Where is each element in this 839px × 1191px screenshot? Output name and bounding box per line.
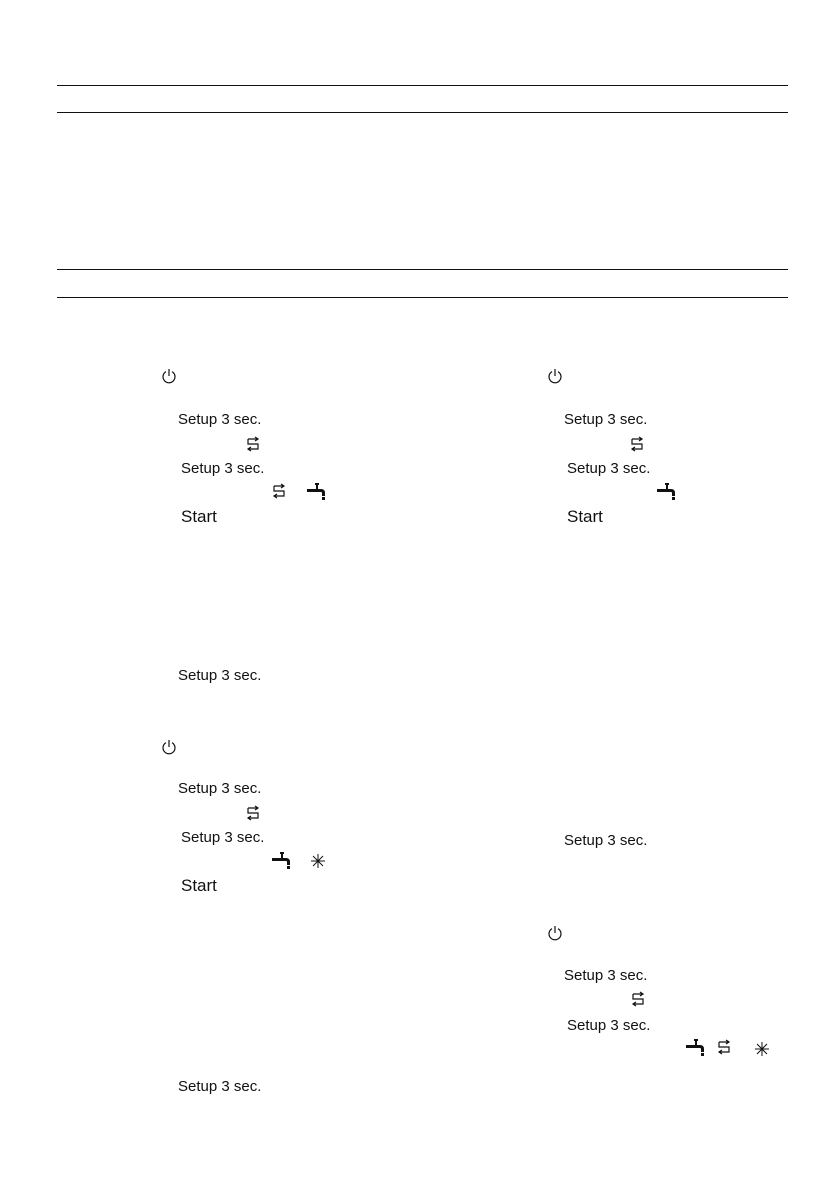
table-header-rule: [57, 112, 788, 113]
setup-label: Setup 3 sec.: [178, 1078, 262, 1095]
rinse-aid-icon: [630, 992, 646, 1008]
table-top-rule: [57, 85, 788, 86]
water-tap-icon: [272, 852, 292, 870]
setup-label: Setup 3 sec.: [178, 411, 262, 428]
setup-label: Setup 3 sec.: [178, 780, 262, 797]
water-tap-icon: [686, 1039, 706, 1057]
water-tap-icon: [307, 483, 327, 501]
rinse-aid-icon: [245, 437, 261, 453]
power-icon: [161, 739, 177, 755]
setup-label: Setup 3 sec.: [181, 829, 265, 846]
power-icon: [547, 925, 563, 941]
rinse-aid-icon: [629, 437, 645, 453]
rinse-aid-icon: [716, 1040, 732, 1056]
setup-label: Setup 3 sec.: [178, 667, 262, 684]
start-label: Start: [181, 507, 217, 526]
power-icon: [161, 368, 177, 384]
table-section-header-rule: [57, 297, 788, 298]
rinse-aid-icon: [245, 806, 261, 822]
start-label: Start: [567, 507, 603, 526]
water-tap-icon: [657, 483, 677, 501]
power-icon: [547, 368, 563, 384]
setup-label: Setup 3 sec.: [567, 1017, 651, 1034]
setup-label: Setup 3 sec.: [181, 460, 265, 477]
setup-label: Setup 3 sec.: [564, 832, 648, 849]
setup-label: Setup 3 sec.: [567, 460, 651, 477]
sparkle-icon: [310, 853, 326, 869]
start-label: Start: [181, 876, 217, 895]
rinse-aid-icon: [271, 484, 287, 500]
setup-label: Setup 3 sec.: [564, 967, 648, 984]
table-section-rule: [57, 269, 788, 270]
setup-label: Setup 3 sec.: [564, 411, 648, 428]
sparkle-icon: [754, 1041, 770, 1057]
